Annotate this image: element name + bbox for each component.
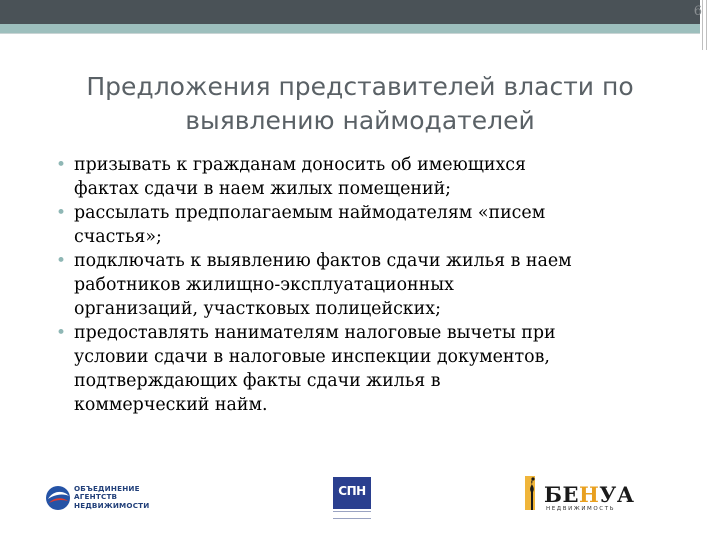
title-line: выявлению наймодателей — [185, 106, 535, 135]
bullet-text: работников жилищно-эксплуатационных — [74, 275, 454, 295]
bullet-text: счастья»; — [74, 227, 162, 247]
bullet-text: призывать к гражданам доносить об имеющихся — [74, 155, 526, 175]
spn-logo — [333, 477, 371, 521]
title-line: Предложения представителей власти по — [86, 72, 634, 101]
agency-union-logo — [44, 482, 164, 518]
corner-line — [706, 0, 707, 50]
benua-tagline: НЕДВИЖИМОСТЬ — [546, 506, 616, 512]
logo-text: ОБЪЕДИНЕНИЕ АГЕНТСТВ НЕДВИЖИМОСТИ — [74, 484, 150, 510]
spn-underline — [333, 511, 371, 519]
benua-logo — [524, 474, 644, 520]
benua-figure-icon — [524, 474, 544, 514]
slide-title — [40, 70, 680, 138]
bullet-item — [52, 153, 692, 201]
bullet-text: организаций, участковых полицейских; — [74, 299, 441, 319]
bullet-text: коммерческий найм. — [74, 395, 268, 415]
bullet-item — [52, 201, 692, 249]
globe-swirl-icon — [44, 484, 72, 512]
header-bar — [0, 0, 700, 24]
header-divider — [0, 33, 700, 34]
bullet-text: фактах сдачи в наем жилых помещений; — [74, 179, 452, 199]
bullet-text: подключать к выявлению фактов сдачи жилья в наем — [74, 251, 572, 271]
bullet-text: подтверждающих факты сдачи жилья в — [74, 371, 441, 391]
header-accent-bar — [0, 24, 700, 33]
slide-number: 6 — [693, 4, 702, 19]
bullet-text: предоставлять нанимателям налоговые вычеты при — [74, 323, 556, 343]
spn-label: СПН — [338, 484, 366, 498]
bullet-text: рассылать предполагаемым наймодателям «писем — [74, 203, 546, 223]
bullet-text: условии сдачи в налоговые инспекции документов, — [74, 347, 550, 367]
bullet-item — [52, 321, 692, 417]
corner-line — [702, 0, 703, 50]
bullet-item — [52, 249, 692, 321]
bullet-list — [52, 153, 692, 417]
benua-name: БЕНУА — [544, 482, 635, 507]
